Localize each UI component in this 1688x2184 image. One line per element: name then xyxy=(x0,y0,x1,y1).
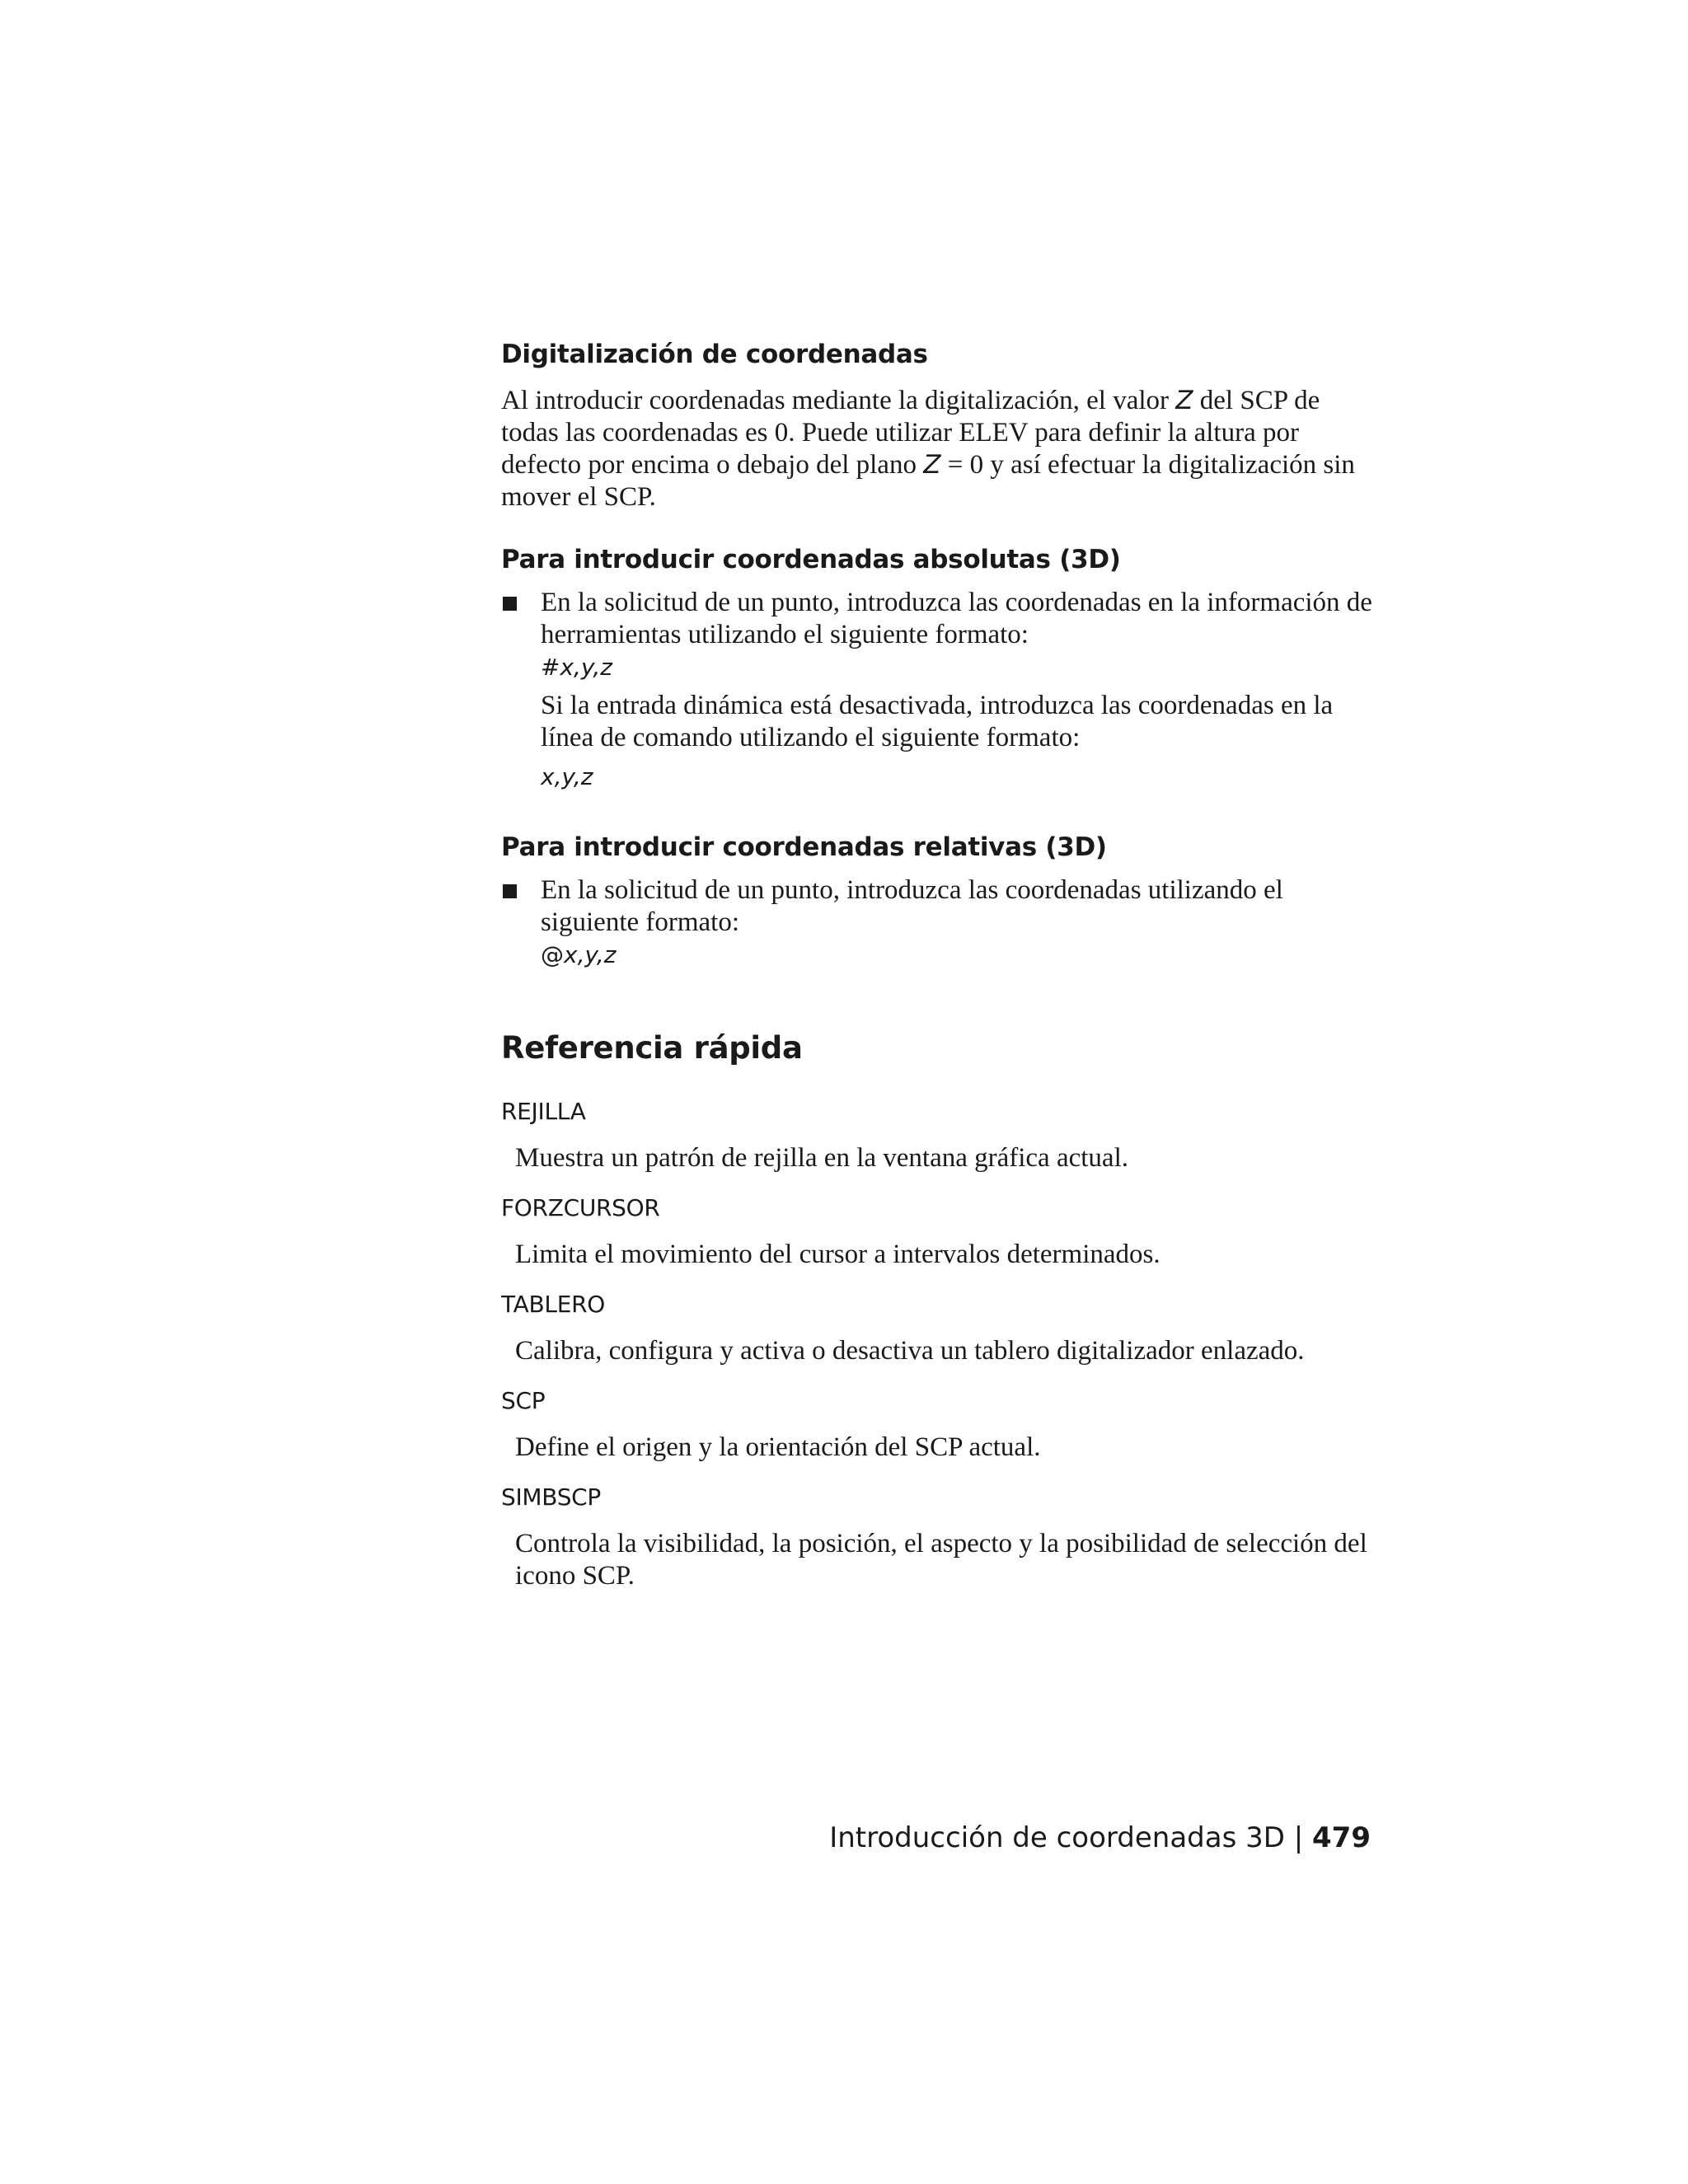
command-term: SIMBSCP xyxy=(501,1483,602,1511)
quick-reference-item xyxy=(501,1193,1383,1271)
command-description: Calibra, configura y activa o desactiva un tablero digitalizador enlazado. xyxy=(515,1336,1305,1366)
bullet-text: En la solicitud de un punto, introduzca las coordenadas en la información de herramientas utilizando el siguiente formato: xyxy=(541,588,1372,649)
format-vars: x,y,z xyxy=(564,941,617,968)
bullet-item-relativas xyxy=(501,874,1383,971)
command-term: SCP xyxy=(501,1387,546,1414)
bullet-item-absolutas xyxy=(501,587,1383,793)
bullet-text: En la solicitud de un punto, introduzca las coordenadas utilizando el siguiente formato: xyxy=(541,875,1283,937)
paragraph-text: del SCP de todas las coordenadas es 0. Puede utilizar ELEV para definir la altura por defecto por encima o debajo del plano xyxy=(501,386,1320,480)
note-text: Si la entrada dinámica está desactivada, introduzca las coordenadas en la línea de comando utilizando el siguiente formato: xyxy=(541,691,1334,752)
quick-reference-list xyxy=(501,1096,1383,1592)
footer-separator: | xyxy=(1293,1821,1304,1854)
format-prefix: # xyxy=(541,654,560,681)
command-description: Define el origen y la orientación del SCP actual. xyxy=(515,1432,1041,1462)
format-vars: x,y,z xyxy=(560,654,612,681)
z-variable: Z xyxy=(1175,386,1193,415)
quick-reference-item xyxy=(501,1385,1383,1464)
z-variable: Z xyxy=(923,450,941,480)
page-footer xyxy=(829,1820,1371,1856)
footer-chapter-title: Introducción de coordenadas 3D xyxy=(829,1821,1285,1854)
command-term: TABLERO xyxy=(501,1291,605,1318)
page-content xyxy=(501,338,1383,1592)
format-absolute-command: x,y,z xyxy=(541,763,593,790)
section-heading-digitalizacion: Digitalización de coordenadas xyxy=(501,340,928,369)
section-heading-absolutas: Para introducir coordenadas absolutas (3D) xyxy=(501,545,1121,574)
section-heading-relativas: Para introducir coordenadas relativas (3D) xyxy=(501,832,1107,862)
command-description: Limita el movimiento del cursor a intervalos determinados. xyxy=(515,1240,1160,1269)
quick-reference-item xyxy=(501,1289,1383,1367)
command-description: Controla la visibilidad, la posición, el aspecto y la posibilidad de selección del icono SCP. xyxy=(515,1529,1367,1591)
paragraph-text: = 0 y así efectuar la digitalización sin mover el SCP. xyxy=(501,450,1355,512)
quick-reference-item xyxy=(501,1096,1383,1174)
digitalizacion-paragraph xyxy=(501,385,1383,513)
quick-reference-item xyxy=(501,1482,1383,1592)
page-number: 479 xyxy=(1312,1821,1371,1854)
command-term: REJILLA xyxy=(501,1098,586,1125)
command-term: FORZCURSOR xyxy=(501,1194,660,1221)
bullet-square-icon xyxy=(503,597,517,611)
paragraph-text: Al introducir coordenadas mediante la digitalización, el valor xyxy=(501,386,1176,415)
bullet-square-icon xyxy=(503,884,517,898)
format-absolute-tooltip xyxy=(541,651,1383,683)
format-prefix: @ xyxy=(541,941,564,968)
format-relative xyxy=(541,939,1383,971)
quick-reference-heading: Referencia rápida xyxy=(501,1030,803,1066)
command-description: Muestra un patrón de rejilla en la ventana gráfica actual. xyxy=(515,1143,1128,1173)
